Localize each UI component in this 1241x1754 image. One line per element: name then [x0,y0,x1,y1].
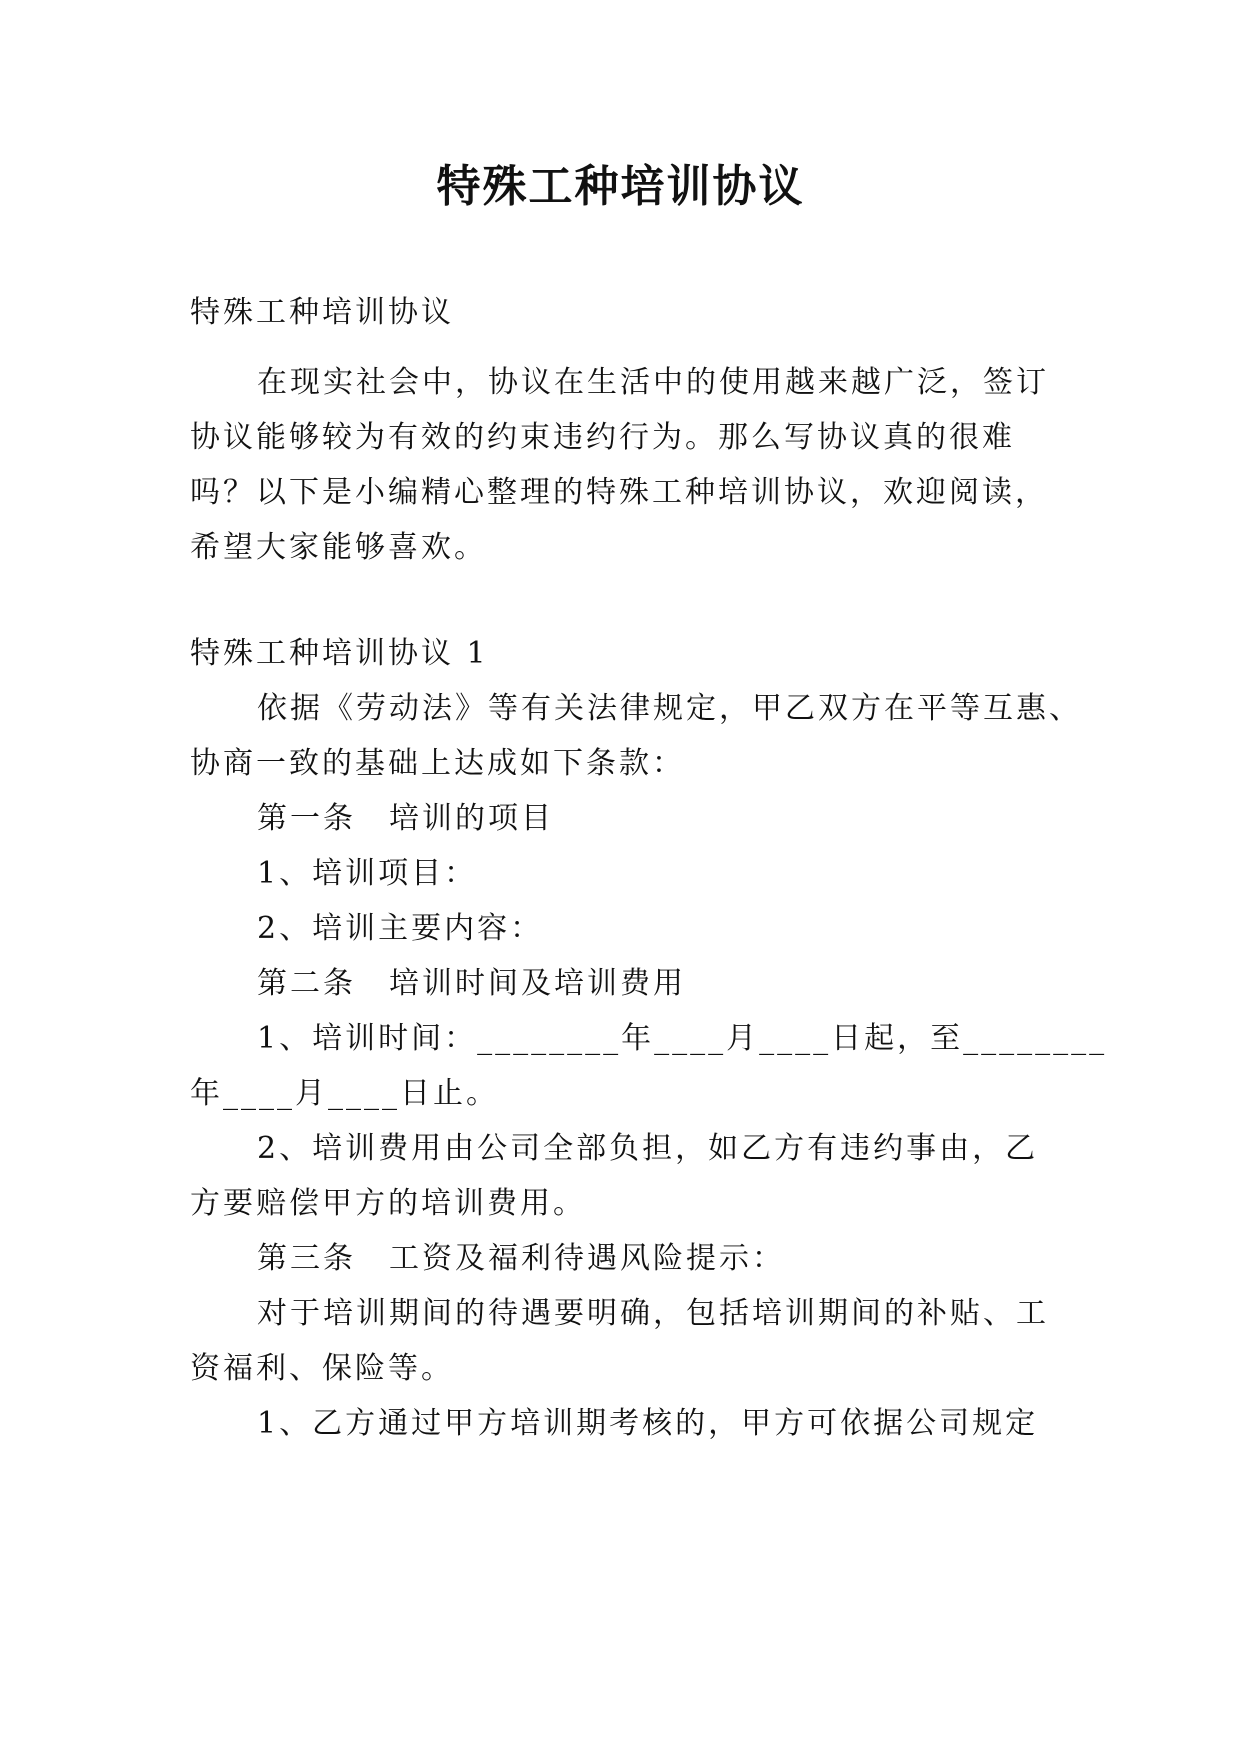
body-line: 1、乙方通过甲方培训期考核的，甲方可依据公司规定 [257,1406,1039,1441]
article-heading: 第三条 工资及福利待遇风险提示： [257,1241,785,1276]
article-heading: 第二条 培训时间及培训费用 [257,966,686,1001]
body-line: 年____月____日止。 [190,1076,499,1111]
document-title: 特殊工种培训协议 [436,161,805,212]
body-line: 依据《劳动法》等有关法律规定，甲乙双方在平等互惠、 [257,691,1082,726]
body-line: 协商一致的基础上达成如下条款： [190,746,685,781]
intro-paragraph-line: 希望大家能够喜欢。 [190,530,487,565]
subtitle-line: 特殊工种培训协议 [190,295,454,330]
body-line: 2、培训费用由公司全部负担，如乙方有违约事由，乙 [257,1131,1039,1166]
body-line: 方要赔偿甲方的培训费用。 [190,1186,586,1221]
body-line: 2、培训主要内容： [257,911,544,946]
intro-paragraph-line: 在现实社会中，协议在生活中的使用越来越广泛，签订 [257,365,1049,400]
intro-paragraph-line: 协议能够较为有效的约束违约行为。那么写协议真的很难 [190,420,1015,455]
body-line: 对于培训期间的待遇要明确，包括培训期间的补贴、工 [257,1296,1049,1331]
intro-paragraph-line: 吗？以下是小编精心整理的特殊工种培训协议，欢迎阅读， [190,475,1048,510]
section-heading: 特殊工种培训协议 1 [190,636,489,671]
article-heading: 第一条 培训的项目 [257,801,554,836]
body-line: 1、培训时间：________年____月____日起，至________ [257,1021,1108,1056]
body-line: 1、培训项目： [257,856,478,891]
body-line: 资福利、保险等。 [190,1351,454,1386]
